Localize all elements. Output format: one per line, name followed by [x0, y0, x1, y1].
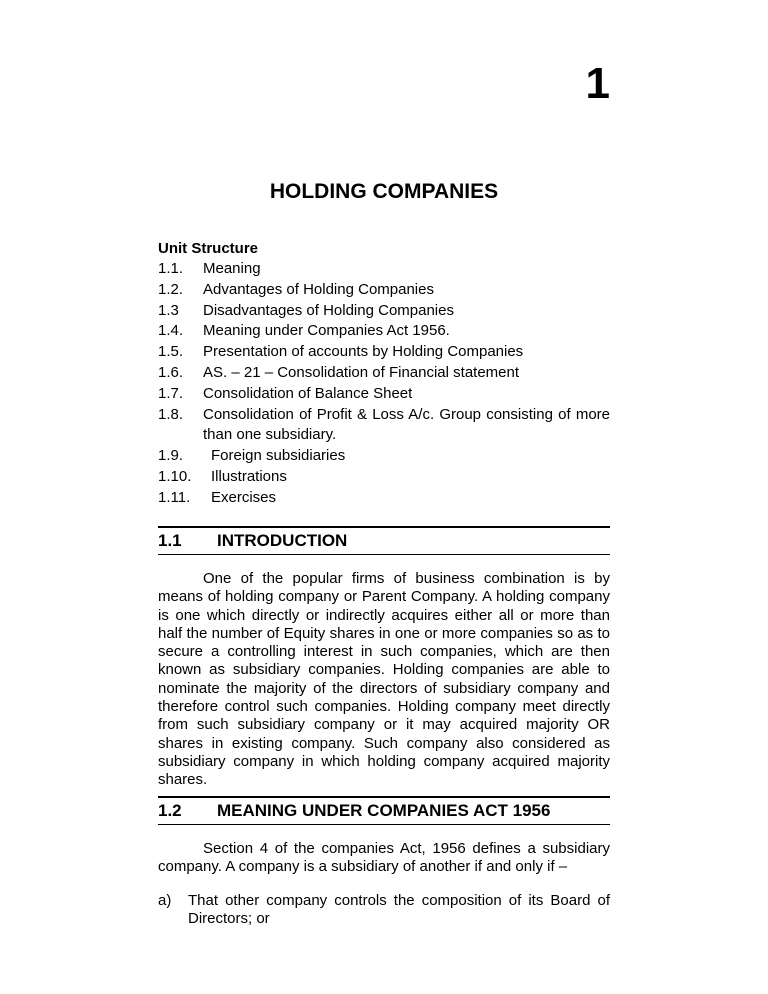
- introduction-paragraph: One of the popular firms of business combination is by means of holding company or Parent Company. A holding company is one which directly or indirectly acquires either all or more than half the number of Equity shares in one or more companies so as to secure a controlling interest in such companies, which are then known as subsidiary companies. Holding companies are able to nominate the majority of the directors of subsidiary company and therefore control such companies. Holding company meet directly from such subsidiary company or it may acquired majority OR shares in existing company. Such company also considered as subsidiary company in which holding company acquired majority shares.: [158, 570, 610, 789]
- toc-item-number: 1.8.: [158, 405, 184, 423]
- meaning-list-item: [158, 892, 610, 929]
- section-number: 1.1: [158, 531, 182, 550]
- unit-structure-list: [158, 259, 610, 509]
- toc-item: [158, 446, 610, 467]
- meaning-paragraph: Section 4 of the companies Act, 1956 defines a subsidiary company. A company is a subsidiary of another if and only if –: [158, 840, 610, 876]
- toc-item-text: Disadvantages of Holding Companies: [203, 301, 454, 319]
- toc-item-number: 1.10.: [158, 467, 192, 485]
- toc-item-number: 1.6.: [158, 363, 184, 381]
- toc-item-text: Advantages of Holding Companies: [203, 280, 434, 298]
- toc-item: [158, 384, 610, 405]
- section-title: INTRODUCTION: [217, 531, 348, 550]
- toc-item: [158, 488, 610, 509]
- toc-item: [158, 467, 610, 488]
- toc-item-number: 1.4.: [158, 322, 184, 340]
- toc-item: [158, 342, 610, 363]
- chapter-title: HOLDING COMPANIES: [269, 180, 499, 203]
- toc-item-text: Meaning: [203, 260, 261, 277]
- list-item-text: That other company controls the composition of its Board of Directors; or: [188, 892, 610, 928]
- toc-item-number: 1.2.: [158, 280, 184, 298]
- toc-item-text: Foreign subsidiaries: [211, 447, 346, 465]
- toc-item-number: 1.1.: [158, 260, 184, 277]
- toc-item-number: 1.5.: [158, 343, 184, 361]
- toc-item-text: Illustrations: [211, 467, 287, 485]
- toc-item: [158, 301, 610, 322]
- section-heading-meaning: [158, 796, 610, 825]
- section-title: MEANING UNDER COMPANIES ACT 1956: [217, 801, 551, 820]
- toc-item-text: Exercises: [211, 488, 277, 506]
- toc-item-text: Consolidation of Profit & Loss A/c. Group consisting of more than one subsidiary.: [203, 405, 610, 443]
- toc-item-text: Presentation of accounts by Holding Companies: [203, 343, 524, 361]
- toc-item-text: Meaning under Companies Act 1956.: [203, 322, 450, 340]
- toc-item: [158, 405, 610, 447]
- unit-structure-heading: Unit Structure: [158, 240, 259, 257]
- section-number: 1.2: [158, 801, 182, 820]
- toc-item-number: 1.11.: [158, 488, 191, 506]
- toc-item-number: 1.3: [158, 301, 179, 319]
- chapter-number: 1: [585, 59, 610, 108]
- list-item-label: a): [158, 892, 172, 909]
- toc-item: [158, 259, 610, 280]
- toc-item: [158, 363, 610, 384]
- toc-item-text: AS. – 21 – Consolidation of Financial statement: [203, 363, 520, 381]
- toc-item: [158, 321, 610, 342]
- section-heading-introduction: [158, 526, 610, 555]
- toc-item-text: Consolidation of Balance Sheet: [203, 384, 413, 402]
- toc-item-number: 1.7.: [158, 384, 184, 402]
- toc-item-number: 1.9.: [158, 447, 184, 465]
- toc-item: [158, 280, 610, 301]
